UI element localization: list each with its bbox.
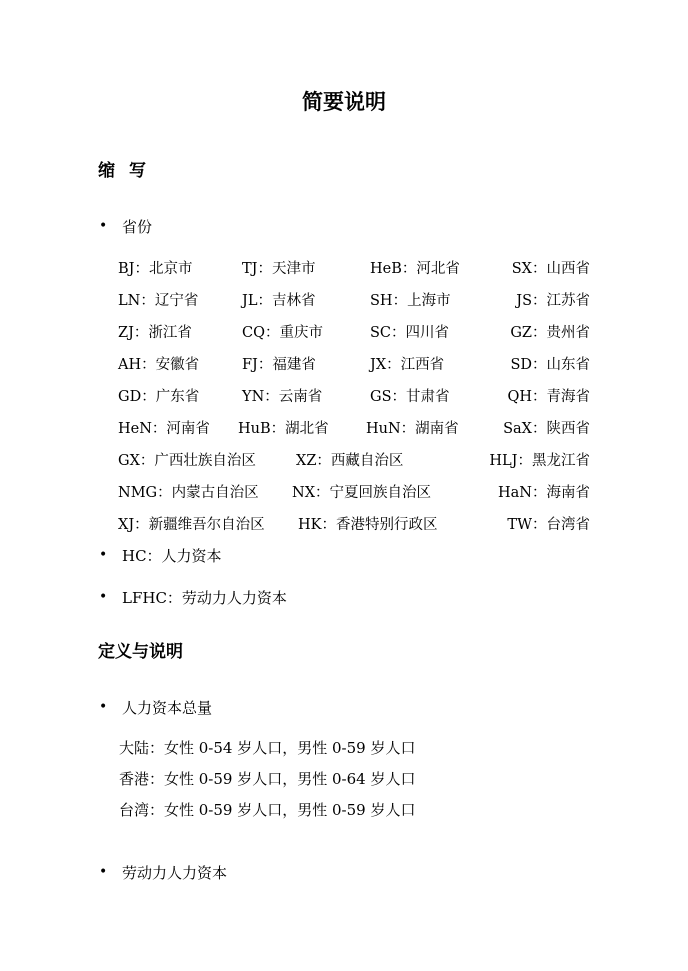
province-cell: GX：广西壮族自治区 [118, 453, 256, 469]
province-cell: SC：四川省 [370, 325, 450, 341]
province-cell: CQ：重庆市 [242, 325, 323, 341]
bullet-lfhc: LFHC：劳动力人力资本 [122, 589, 287, 607]
province-abbreviation-table [118, 257, 590, 545]
bullet-marker: • [99, 589, 108, 605]
province-cell: HeB：河北省 [370, 261, 460, 277]
definition-list [119, 737, 415, 830]
province-cell: HaN：海南省 [498, 485, 590, 501]
province-cell: YN：云南省 [242, 389, 323, 405]
province-cell: XJ：新疆维吾尔自治区 [118, 517, 265, 533]
province-cell: GZ：贵州省 [510, 325, 590, 341]
province-cell: HK：香港特别行政区 [298, 517, 438, 533]
definition-line: 大陆：女性 0-54 岁人口，男性 0-59 岁人口 [119, 739, 416, 757]
province-cell: BJ：北京市 [118, 261, 193, 277]
province-cell: HuN：湖南省 [366, 421, 459, 437]
province-cell: GD：广东省 [118, 389, 200, 405]
definition-line: 台湾：女性 0-59 岁人口，男性 0-59 岁人口 [119, 801, 416, 819]
province-cell: SH：上海市 [370, 293, 451, 309]
province-cell: LN：辽宁省 [118, 293, 199, 309]
province-cell: FJ：福建省 [242, 357, 316, 373]
province-cell: AH：安徽省 [118, 357, 200, 373]
bullet-total-human-capital: 人力资本总量 [122, 699, 213, 717]
bullet-provinces: 省份 [122, 218, 153, 236]
province-cell: JX：江西省 [370, 357, 445, 373]
province-cell: SD：山东省 [510, 357, 590, 373]
province-row [118, 417, 590, 449]
province-cell: SaX：陕西省 [503, 421, 590, 437]
province-cell: QH：青海省 [507, 389, 590, 405]
section-heading-definitions: 定义与说明 [98, 642, 183, 662]
province-cell: NMG：内蒙古自治区 [118, 485, 259, 501]
province-cell: JL：吉林省 [242, 293, 316, 309]
province-cell: ZJ：浙江省 [118, 325, 192, 341]
bullet-marker: • [99, 864, 108, 880]
province-cell: TW：台湾省 [507, 517, 590, 533]
bullet-marker: • [99, 699, 108, 715]
province-cell: HeN：河南省 [118, 421, 210, 437]
province-row [118, 513, 590, 545]
province-row [118, 257, 590, 289]
province-cell: XZ：西藏自治区 [296, 453, 404, 469]
definition-line: 香港：女性 0-59 岁人口，男性 0-64 岁人口 [119, 770, 416, 788]
bullet-labor-human-capital: 劳动力人力资本 [122, 864, 228, 882]
page-title: 简要说明 [302, 90, 386, 114]
bullet-marker: • [99, 218, 108, 234]
province-cell: JS：江苏省 [516, 293, 590, 309]
province-row [118, 321, 590, 353]
bullet-marker: • [99, 547, 108, 563]
province-cell: TJ：天津市 [242, 261, 316, 277]
province-row [118, 289, 590, 321]
province-row [118, 353, 590, 385]
section-heading-abbreviations: 缩写 [98, 161, 160, 181]
province-row [118, 449, 590, 481]
province-cell: NX：宁夏回族自治区 [292, 485, 432, 501]
province-cell: HLJ：黑龙江省 [489, 453, 590, 469]
province-row [118, 481, 590, 513]
province-cell: SX：山西省 [511, 261, 590, 277]
province-cell: HuB：湖北省 [238, 421, 329, 437]
province-row [118, 385, 590, 417]
bullet-hc: HC：人力资本 [122, 547, 222, 565]
province-cell: GS：甘肃省 [370, 389, 450, 405]
